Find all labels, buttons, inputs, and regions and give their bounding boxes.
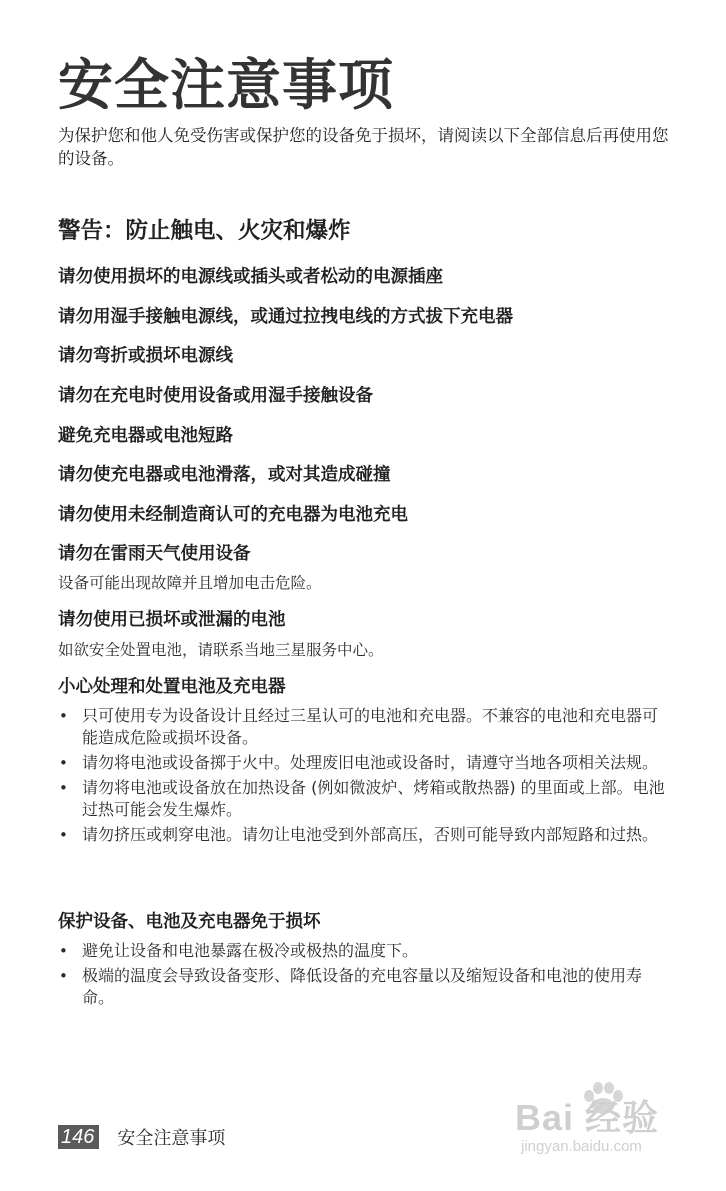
page-footer (58, 1123, 225, 1150)
page-number: 146 (58, 1125, 99, 1149)
warning-item: 请勿弯折或损坏电源线 (58, 346, 233, 366)
watermark-url: jingyan.baidu.com (521, 1138, 642, 1155)
bullet-icon: • (59, 707, 68, 725)
list-item-text: 只可使用专为设备设计且经过三星认可的电池和充电器。不兼容的电池和充电器可能造成危险或损坏设备。 (82, 706, 659, 747)
handle-battery-list (58, 705, 670, 849)
warning-item: 请勿使用损坏的电源线或插头或者松动的电源插座 (58, 267, 443, 287)
bullet-icon: • (59, 754, 68, 772)
list-item (58, 752, 670, 774)
list-item-text: 避免让设备和电池暴露在极冷或极热的温度下。 (82, 941, 419, 960)
warning-item: 请勿在雷雨天气使用设备 (58, 544, 251, 564)
warning-item: 请勿使充电器或电池滑落，或对其造成碰撞 (58, 465, 391, 485)
bullet-icon: • (59, 942, 68, 960)
handle-battery-heading: 小心处理和处置电池及充电器 (58, 677, 286, 697)
bullet-icon: • (59, 826, 68, 844)
footer-section-label: 安全注意事项 (117, 1127, 226, 1149)
section-heading-warning: 警告：防止触电、火灾和爆炸 (58, 218, 351, 244)
damaged-battery-heading: 请勿使用已损坏或泄漏的电池 (58, 610, 286, 630)
warning-item: 请勿用湿手接触电源线，或通过拉拽电线的方式拔下充电器 (58, 307, 513, 327)
list-item-text: 请勿将电池或设备放在加热设备 (例如微波炉、烤箱或散热器) 的里面或上部。电池过热可能会发生爆炸。 (82, 778, 665, 819)
damaged-battery-note: 如欲安全处置电池，请联系当地三星服务中心。 (58, 641, 384, 659)
warning-item: 避免充电器或电池短路 (58, 426, 233, 446)
list-item (58, 777, 670, 821)
watermark-logo: Bai 经验 (515, 1097, 660, 1138)
warning-item: 请勿在充电时使用设备或用湿手接触设备 (58, 386, 373, 406)
list-item-text: 极端的温度会导致设备变形、降低设备的充电容量以及缩短设备和电池的使用寿命。 (82, 966, 643, 1007)
bullet-icon: • (59, 779, 68, 797)
list-item-text: 请勿挤压或刺穿电池。请勿让电池受到外部高压，否则可能导致内部短路和过热。 (82, 825, 659, 844)
baidu-watermark (515, 1082, 695, 1162)
page-title: 安全注意事项 (58, 53, 395, 117)
bullet-icon: • (59, 967, 68, 985)
list-item (58, 965, 670, 1009)
protect-device-heading: 保护设备、电池及充电器免于损坏 (58, 912, 321, 932)
list-item (58, 940, 670, 962)
protect-device-list (58, 940, 670, 1012)
list-item (58, 824, 670, 846)
intro-paragraph: 为保护您和他人免受伤害或保护您的设备免于损坏，请阅读以下全部信息后再使用您的设备。 (58, 126, 669, 168)
warning-item: 请勿使用未经制造商认可的充电器为电池充电 (58, 505, 408, 525)
list-item (58, 705, 670, 749)
list-item-text: 请勿将电池或设备掷于火中。处理废旧电池或设备时，请遵守当地各项相关法规。 (82, 753, 659, 772)
thunder-note: 设备可能出现故障并且增加电击危险。 (58, 574, 322, 592)
